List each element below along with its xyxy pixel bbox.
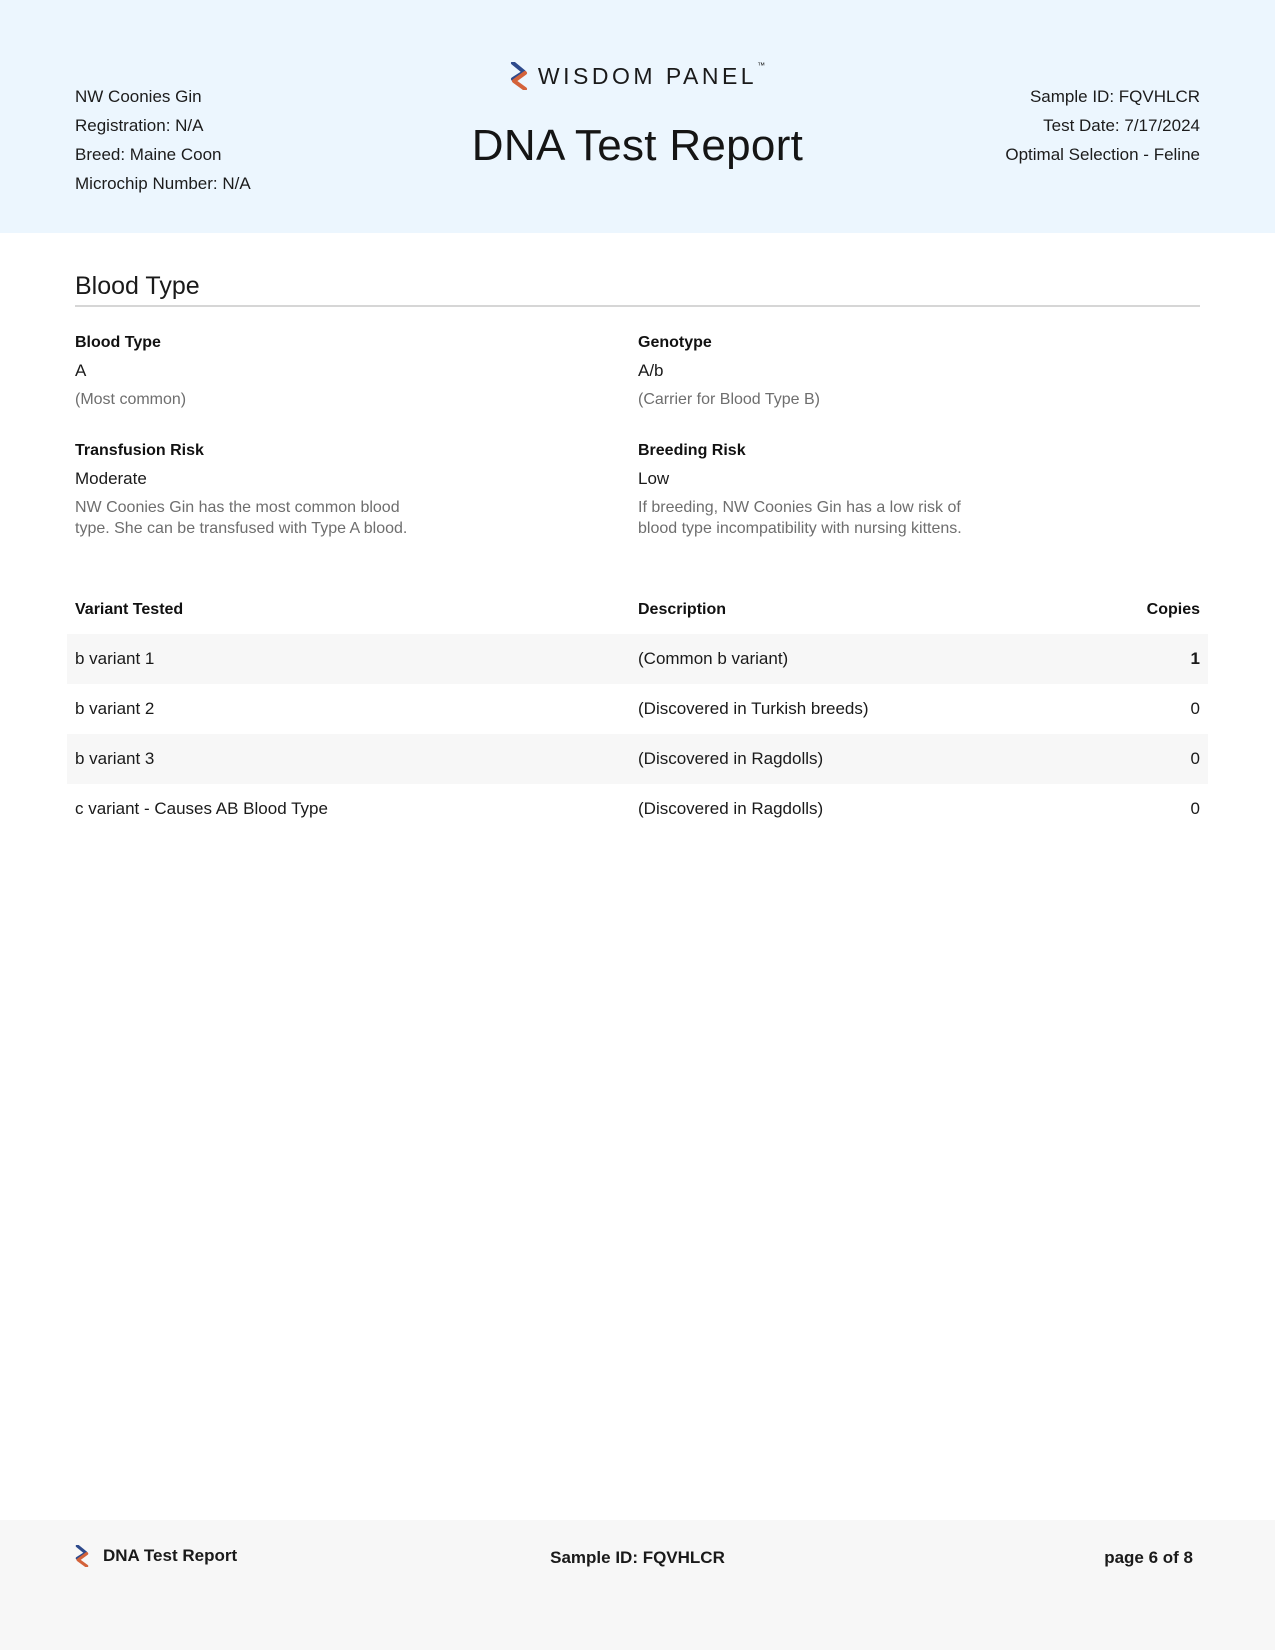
product-name: Optimal Selection - Feline: [1005, 145, 1200, 164]
page-number: page 6 of 8: [1104, 1548, 1193, 1567]
description-cell: (Discovered in Turkish breeds): [638, 699, 869, 718]
genotype-note: (Carrier for Blood Type B): [638, 391, 820, 408]
transfusion-risk-field: [75, 441, 435, 539]
transfusion-risk-note: NW Coonies Gin has the most common blood type. She can be transfused with Type A blood.: [75, 499, 408, 537]
description-cell: (Discovered in Ragdolls): [638, 799, 824, 818]
blood-type-note: (Most common): [75, 391, 187, 408]
table-row: [67, 634, 1208, 684]
table-row: [67, 784, 1208, 834]
copies-cell: 0: [1190, 749, 1200, 768]
variant-cell: c variant - Causes AB Blood Type: [75, 799, 328, 818]
report-header: [0, 0, 1275, 233]
column-header-copies: Copies: [1146, 601, 1200, 618]
microchip-number: Microchip Number: N/A: [75, 174, 251, 193]
section-title: Blood Type: [75, 272, 200, 300]
variant-cell: b variant 1: [75, 649, 155, 668]
genotype-label: Genotype: [638, 334, 712, 351]
footer-sample-id-wrap: [0, 1548, 1275, 1568]
footer-sample-id: Sample ID: FQVHLCR: [550, 1548, 725, 1567]
genotype-value: A/b: [638, 361, 664, 380]
blood-type-field: [75, 333, 435, 410]
brand-logo: [510, 62, 765, 90]
breeding-risk-field: [638, 441, 998, 539]
blood-type-label: Blood Type: [75, 334, 161, 351]
brand-name: WISDOM PANEL™: [537, 60, 766, 89]
section-divider: [75, 305, 1200, 307]
description-cell: (Common b variant): [638, 649, 789, 668]
copies-cell: 1: [1190, 649, 1200, 668]
footer-page-wrap: [1104, 1548, 1193, 1568]
variant-cell: b variant 3: [75, 749, 155, 768]
table-row: [67, 734, 1208, 784]
variant-cell: b variant 2: [75, 699, 155, 718]
genotype-field: [638, 333, 998, 410]
pet-name: NW Coonies Gin: [75, 87, 202, 106]
sample-info: [1005, 82, 1200, 169]
test-date: Test Date: 7/17/2024: [1043, 116, 1200, 135]
breed: Breed: Maine Coon: [75, 145, 222, 164]
breeding-risk-note: If breeding, NW Coonies Gin has a low risk of blood type incompatibility with nursing kittens.: [638, 499, 962, 537]
breeding-risk-value: Low: [638, 469, 670, 488]
page-title: DNA Test Report: [471, 121, 804, 170]
transfusion-risk-label: Transfusion Risk: [75, 442, 204, 459]
sample-id: Sample ID: FQVHLCR: [1029, 87, 1200, 106]
transfusion-risk-value: Moderate: [75, 469, 147, 488]
footer-title: DNA Test Report: [103, 1546, 238, 1565]
table-row: [67, 684, 1208, 734]
page-footer: [0, 1520, 1275, 1650]
breeding-risk-label: Breeding Risk: [638, 442, 746, 459]
blood-type-value: A: [75, 361, 87, 380]
variant-table: [67, 594, 1208, 834]
registration: Registration: N/A: [75, 116, 204, 135]
column-header-description: Description: [638, 601, 727, 618]
description-cell: (Discovered in Ragdolls): [638, 749, 824, 768]
copies-cell: 0: [1190, 699, 1200, 718]
helix-logo-icon: [510, 62, 528, 90]
copies-cell: 0: [1190, 799, 1200, 818]
table-header: [67, 594, 1208, 634]
column-header-variant: Variant Tested: [75, 601, 184, 618]
